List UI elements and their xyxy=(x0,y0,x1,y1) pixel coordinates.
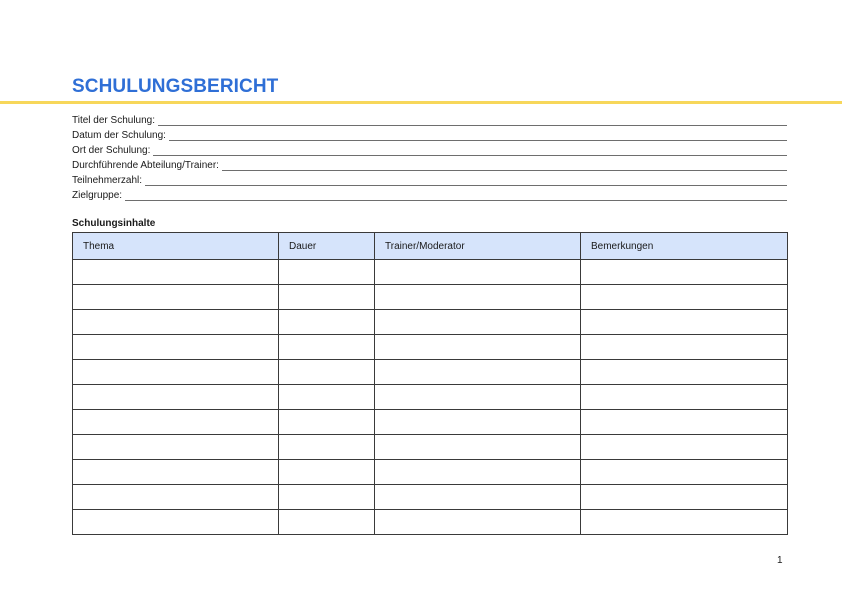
cell-duration[interactable] xyxy=(279,385,375,410)
field-fill-line[interactable] xyxy=(158,116,787,126)
contents-table xyxy=(72,232,788,535)
cell-trainer[interactable] xyxy=(375,260,581,285)
table-row xyxy=(73,410,788,435)
cell-trainer[interactable] xyxy=(375,485,581,510)
table-header-row xyxy=(73,233,788,260)
cell-remarks[interactable] xyxy=(581,335,788,360)
table-row xyxy=(73,285,788,310)
field-fill-line[interactable] xyxy=(145,176,787,186)
field-fill-line[interactable] xyxy=(153,146,787,156)
column-header-topic: Thema xyxy=(73,233,279,260)
cell-remarks[interactable] xyxy=(581,510,788,535)
cell-topic[interactable] xyxy=(73,310,279,335)
cell-remarks[interactable] xyxy=(581,285,788,310)
cell-topic[interactable] xyxy=(73,460,279,485)
cell-topic[interactable] xyxy=(73,385,279,410)
field-label: Durchführende Abteilung/Trainer: xyxy=(72,160,219,171)
cell-remarks[interactable] xyxy=(581,485,788,510)
field-label: Titel der Schulung: xyxy=(72,115,156,126)
cell-trainer[interactable] xyxy=(375,435,581,460)
table-row xyxy=(73,360,788,385)
field-participant-count[interactable] xyxy=(72,172,787,187)
cell-remarks[interactable] xyxy=(581,260,788,285)
cell-topic[interactable] xyxy=(73,510,279,535)
table-row xyxy=(73,510,788,535)
cell-trainer[interactable] xyxy=(375,285,581,310)
cell-remarks[interactable] xyxy=(581,460,788,485)
cell-duration[interactable] xyxy=(279,285,375,310)
field-label: Datum der Schulung: xyxy=(72,130,166,141)
field-label: Teilnehmerzahl: xyxy=(72,175,143,186)
cell-topic[interactable] xyxy=(73,335,279,360)
cell-remarks[interactable] xyxy=(581,385,788,410)
page-number: 1 xyxy=(777,555,783,566)
field-label: Zielgruppe: xyxy=(72,190,123,201)
column-header-remarks: Bemerkungen xyxy=(581,233,788,260)
table-row xyxy=(73,385,788,410)
field-training-title[interactable] xyxy=(72,112,787,127)
cell-topic[interactable] xyxy=(73,360,279,385)
cell-trainer[interactable] xyxy=(375,360,581,385)
info-fields xyxy=(72,112,787,202)
cell-trainer[interactable] xyxy=(375,510,581,535)
cell-trainer[interactable] xyxy=(375,460,581,485)
field-training-date[interactable] xyxy=(72,127,787,142)
field-fill-line[interactable] xyxy=(222,161,787,171)
cell-remarks[interactable] xyxy=(581,360,788,385)
cell-duration[interactable] xyxy=(279,335,375,360)
cell-duration[interactable] xyxy=(279,485,375,510)
cell-duration[interactable] xyxy=(279,310,375,335)
field-department-trainer[interactable] xyxy=(72,157,787,172)
table-row xyxy=(73,460,788,485)
cell-duration[interactable] xyxy=(279,510,375,535)
cell-topic[interactable] xyxy=(73,285,279,310)
cell-trainer[interactable] xyxy=(375,385,581,410)
column-header-duration: Dauer xyxy=(279,233,375,260)
cell-topic[interactable] xyxy=(73,435,279,460)
cell-topic[interactable] xyxy=(73,485,279,510)
field-training-location[interactable] xyxy=(72,142,787,157)
table-row xyxy=(73,335,788,360)
field-target-group[interactable] xyxy=(72,187,787,202)
title-underline xyxy=(0,101,842,104)
cell-trainer[interactable] xyxy=(375,335,581,360)
table-row xyxy=(73,260,788,285)
table-row xyxy=(73,435,788,460)
field-label: Ort der Schulung: xyxy=(72,145,151,156)
cell-trainer[interactable] xyxy=(375,410,581,435)
cell-trainer[interactable] xyxy=(375,310,581,335)
section-title-contents: Schulungsinhalte xyxy=(72,218,156,229)
document-title: SCHULUNGSBERICHT xyxy=(72,76,279,97)
cell-duration[interactable] xyxy=(279,460,375,485)
cell-duration[interactable] xyxy=(279,410,375,435)
field-fill-line[interactable] xyxy=(125,191,787,201)
table-row xyxy=(73,310,788,335)
cell-topic[interactable] xyxy=(73,410,279,435)
cell-remarks[interactable] xyxy=(581,310,788,335)
cell-duration[interactable] xyxy=(279,260,375,285)
cell-duration[interactable] xyxy=(279,360,375,385)
cell-remarks[interactable] xyxy=(581,435,788,460)
cell-duration[interactable] xyxy=(279,435,375,460)
table-body xyxy=(73,260,788,535)
cell-remarks[interactable] xyxy=(581,410,788,435)
field-fill-line[interactable] xyxy=(169,131,787,141)
table-row xyxy=(73,485,788,510)
column-header-trainer: Trainer/Moderator xyxy=(375,233,581,260)
cell-topic[interactable] xyxy=(73,260,279,285)
